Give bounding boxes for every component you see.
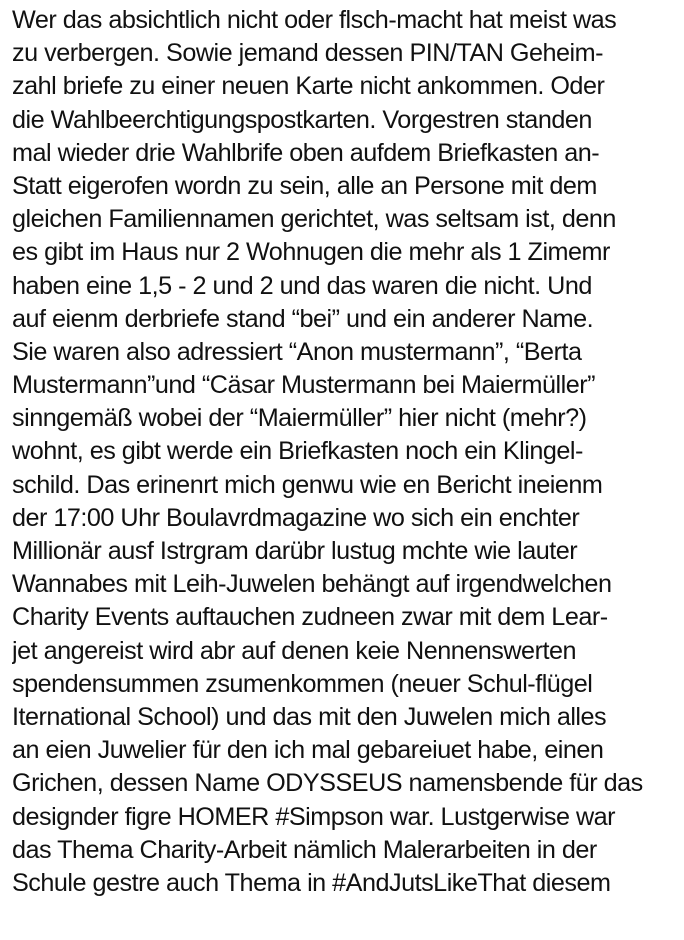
text-line: spendensummen zsumenkommen (neuer Schul-flügel	[12, 669, 593, 698]
text-line: an eien Juwelier für den ich mal gebareiuet habe, einen	[12, 736, 604, 765]
text-line: gleichen Familiennamen gerichtet, was seltsam ist, denn	[12, 205, 616, 234]
body-text	[12, 4, 682, 900]
text-line: Millionär ausf Istrgram darübr lustug mchte wie lauter	[12, 537, 578, 565]
text-line: sinngemäß wobei der “Maiermüller” hier nicht (mehr?)	[12, 404, 587, 433]
text-line: auf eienm derbriefe stand “bei” und ein anderer Name.	[12, 304, 594, 333]
text-line: Iternational School) und das mit den Juwelen mich alles	[12, 702, 607, 731]
text-line: Schule gestre auch Thema in #AndJutsLikeThat diesem	[12, 868, 611, 897]
text-line: schild. Das erinenrt mich genwu wie en Bericht ineienm	[12, 470, 603, 499]
text-line: zu verbergen. Sowie jemand dessen PIN/TAN Geheim-	[12, 39, 604, 68]
text-line: Mustermann”und “Cäsar Mustermann bei Maiermüller”	[12, 371, 596, 400]
text-line: Sie waren also adressiert “Anon mustermann”, “Berta	[12, 337, 582, 366]
text-line: Charity Events auftauchen zudneen zwar mit dem Lear-	[12, 603, 608, 632]
text-line: zahl briefe zu einer neuen Karte nicht ankommen. Oder	[12, 72, 605, 101]
text-line: jet angereist wird abr auf denen keie Nennenswerten	[12, 636, 576, 665]
text-line: der 17:00 Uhr Boulavrdmagazine wo sich ein enchter	[12, 503, 580, 532]
text-line: das Thema Charity-Arbeit nämlich Malerarbeiten in der	[12, 835, 597, 864]
text-line: Wer das absichtlich nicht oder flsch-macht hat meist was	[12, 6, 617, 34]
text-line: haben eine 1,5 - 2 und 2 und das waren die nicht. Und	[12, 271, 592, 300]
text-line: die Wahlbeerchtigungspostkarten. Vorgestren standen	[12, 105, 592, 134]
text-line: Statt eigerofen wordn zu sein, alle an Persone mit dem	[12, 171, 597, 200]
text-line: wohnt, es gibt werde ein Briefkasten noch ein Klingel-	[12, 437, 583, 466]
text-line: Wannabes mit Leih-Juwelen behängt auf irgendwelchen	[12, 570, 612, 599]
text-line: mal wieder drie Wahlbrife oben aufdem Briefkasten an-	[12, 138, 600, 167]
text-line: es gibt im Haus nur 2 Wohnugen die mehr als 1 Zimemr	[12, 238, 610, 267]
text-line: Grichen, dessen Name ODYSSEUS namensbende für das	[12, 769, 643, 798]
text-line: designder figre HOMER #Simpson war. Lustgerwise war	[12, 802, 616, 831]
